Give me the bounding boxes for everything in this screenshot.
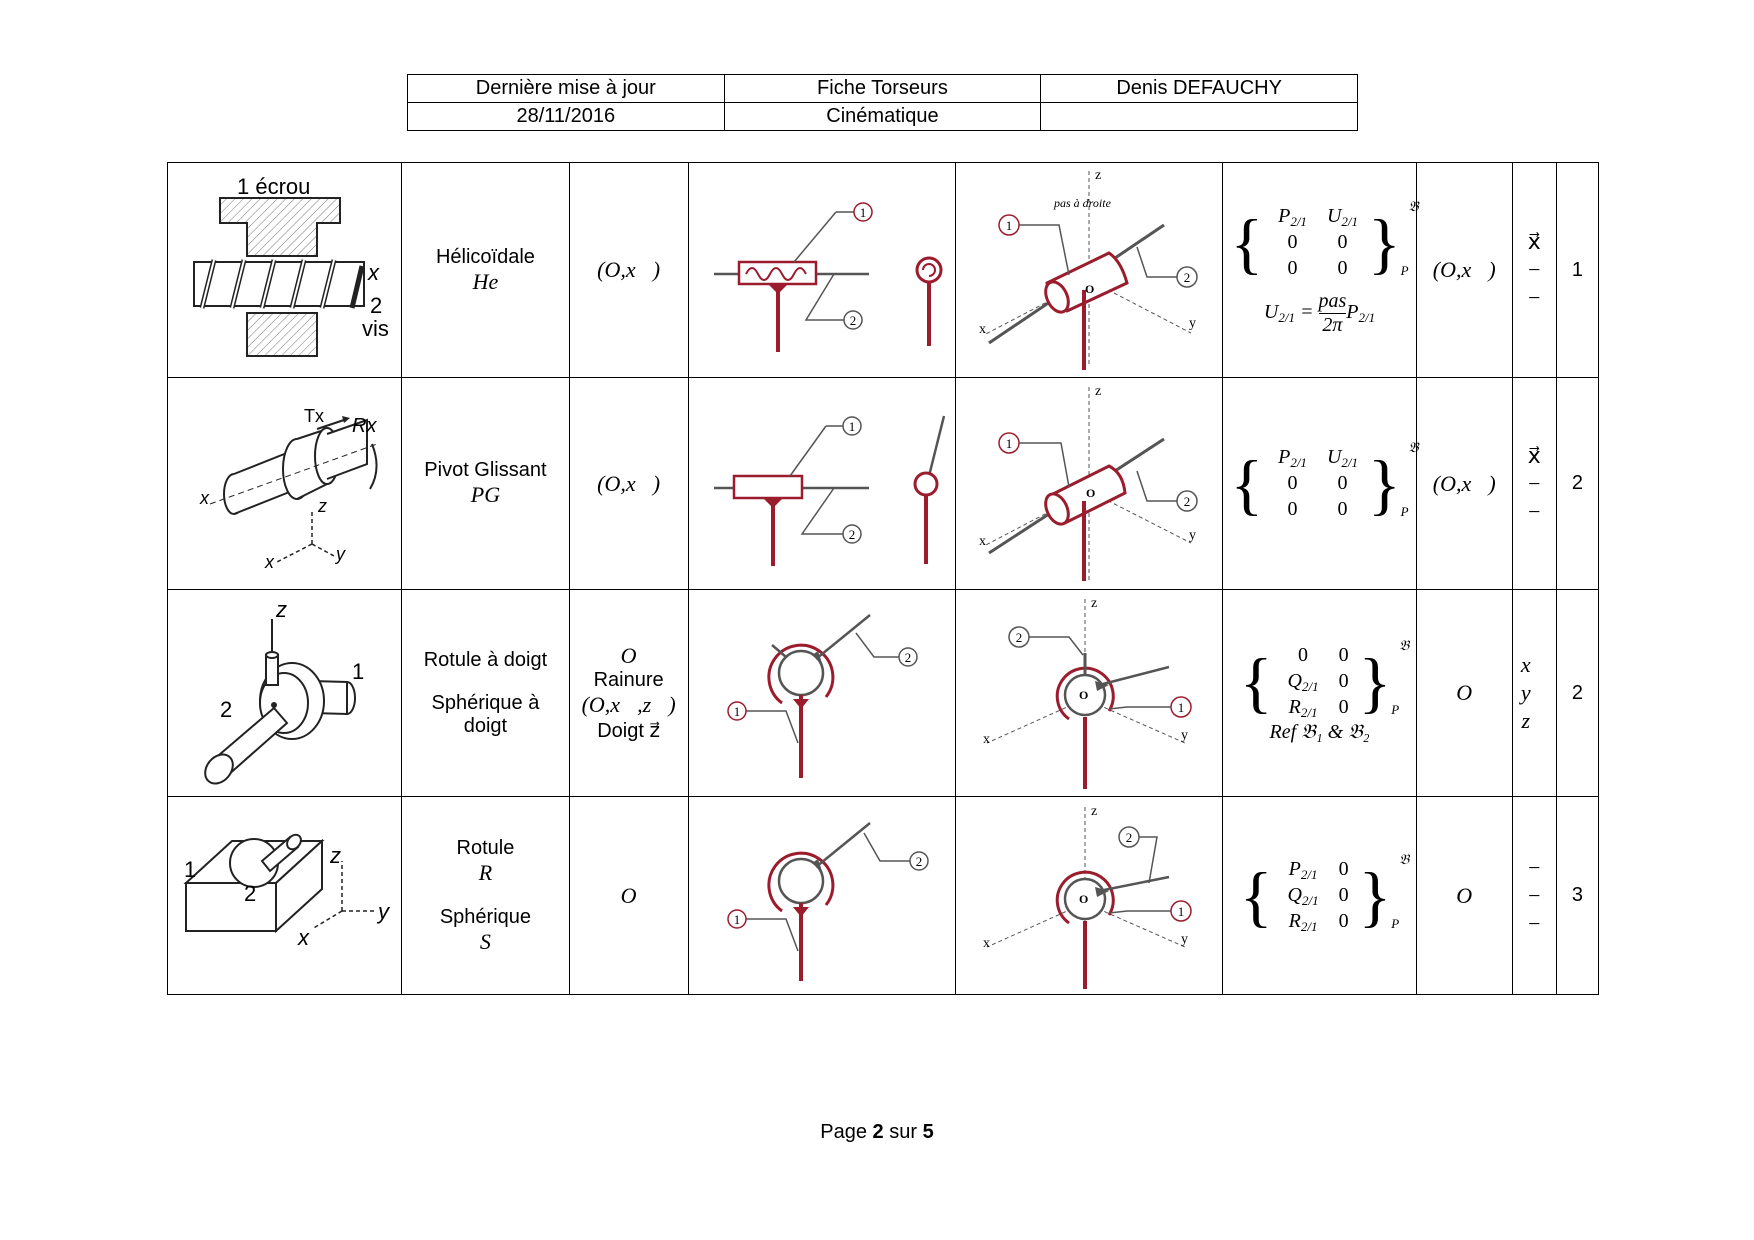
header-table bbox=[407, 74, 1358, 131]
photo-label: 1 écrou bbox=[237, 173, 311, 199]
rotule-doigt-schema3d bbox=[959, 593, 1219, 793]
dof-value: 2 bbox=[1571, 472, 1583, 494]
axes-cell bbox=[1512, 797, 1556, 995]
callout-2: 2 bbox=[1125, 829, 1133, 845]
axis-item: z⃗ bbox=[1521, 708, 1548, 733]
page-number: 2 bbox=[872, 1121, 884, 1143]
photo-label: vis bbox=[362, 315, 390, 341]
origin-label: O bbox=[1079, 688, 1089, 702]
torseur: { $P_{2/1}$ $U_{2/1}$ 0 0 0 0 }$_P$ 𝔅 bbox=[1230, 199, 1419, 281]
photo-cell bbox=[168, 378, 402, 590]
name-cell bbox=[402, 590, 569, 797]
rotule-doigt-photo bbox=[172, 593, 397, 793]
center-cell bbox=[1416, 163, 1512, 378]
center-cell bbox=[1416, 378, 1512, 590]
footer-mid: sur bbox=[883, 1121, 923, 1143]
helical-schema3d bbox=[959, 165, 1219, 375]
liaison-name: doigt bbox=[463, 714, 508, 737]
schema2d-cell bbox=[688, 163, 955, 378]
axis-item: − bbox=[1528, 854, 1541, 880]
photo-label: x bbox=[368, 259, 380, 285]
footer-prefix: Page bbox=[820, 1121, 873, 1143]
photo-label: 2 bbox=[244, 880, 257, 906]
photo-label: z bbox=[276, 597, 288, 622]
rotule-doigt-schema2d bbox=[694, 593, 949, 793]
header-cell: Dernière mise à jour bbox=[408, 75, 725, 103]
name-cell bbox=[402, 797, 569, 995]
axes-cell bbox=[1512, 378, 1556, 590]
axis-item: y⃗ bbox=[1520, 680, 1548, 705]
geometry-value: (O,x⃗) bbox=[597, 257, 661, 282]
header-cell: Cinématique bbox=[724, 103, 1041, 131]
callout-1: 1 bbox=[849, 418, 856, 434]
axis-z-label: z bbox=[1095, 384, 1102, 399]
callout-2: 2 bbox=[1183, 494, 1191, 509]
table-row bbox=[168, 378, 1599, 590]
name-cell bbox=[402, 163, 569, 378]
center-cell bbox=[1416, 797, 1512, 995]
axis-x-label: x bbox=[983, 935, 991, 951]
liaison-abbr: S bbox=[479, 928, 491, 954]
origin-label: O bbox=[1085, 282, 1095, 296]
geometry-cell bbox=[569, 163, 688, 378]
origin-label: O bbox=[1086, 486, 1096, 500]
pitch-label: pas à droite bbox=[1054, 196, 1112, 210]
liaison-name: Sphérique bbox=[439, 905, 532, 928]
torseur-cell bbox=[1223, 590, 1416, 797]
callout-1: 1 bbox=[734, 911, 741, 927]
pivot-glissant-photo bbox=[172, 384, 397, 584]
rotule-schema3d bbox=[959, 801, 1219, 991]
photo-label: 2 bbox=[370, 292, 383, 318]
callout-2: 2 bbox=[905, 650, 912, 665]
schema3d-cell bbox=[956, 378, 1223, 590]
table-row bbox=[168, 797, 1599, 995]
geometry-cell bbox=[569, 378, 688, 590]
schema2d-cell bbox=[688, 797, 955, 995]
axis-item: x⃗ bbox=[1520, 652, 1548, 677]
liaison-abbr: R bbox=[478, 859, 493, 885]
axis-item: − bbox=[1528, 882, 1541, 908]
photo-label: 1 bbox=[352, 659, 365, 684]
callout-2: 2 bbox=[1183, 270, 1191, 285]
callout-1: 1 bbox=[1177, 700, 1185, 715]
photo-label: y bbox=[378, 898, 390, 924]
torseur-cell bbox=[1223, 797, 1416, 995]
table-row bbox=[168, 163, 1599, 378]
liaison-name: Pivot Glissant bbox=[424, 459, 547, 481]
photo-label: x bbox=[298, 924, 310, 950]
geometry-value: O bbox=[620, 882, 637, 908]
torseur-reference: Ref 𝔅₁ & 𝔅₂ bbox=[1269, 720, 1370, 743]
liaison-name: Rotule à doigt bbox=[423, 648, 548, 671]
geometry-value: Doigt z⃗ bbox=[597, 720, 660, 742]
photo-label: 2 bbox=[220, 697, 233, 722]
axis-z-label: z bbox=[1095, 168, 1102, 183]
axis-y-label: y bbox=[1181, 931, 1189, 947]
photo-cell bbox=[168, 797, 402, 995]
schema2d-cell bbox=[688, 590, 955, 797]
liaison-abbr: He bbox=[472, 268, 499, 294]
axis-x-label: x bbox=[979, 534, 987, 549]
geometry-value: (O,x⃗,z⃗) bbox=[581, 692, 676, 717]
liaison-name: Hélicoïdale bbox=[435, 245, 535, 268]
page-total: 5 bbox=[922, 1121, 934, 1143]
center-value: (O,x⃗) bbox=[1432, 470, 1496, 496]
pitch-equation: $U_{2/1}$ = pas 2π $P_{2/1}$ bbox=[1263, 289, 1376, 336]
helical-photo bbox=[172, 168, 397, 373]
center-cell bbox=[1416, 590, 1512, 797]
dof-cell bbox=[1556, 163, 1598, 378]
header-cell: 28/11/2016 bbox=[408, 103, 725, 131]
header-cell: Denis DEFAUCHY bbox=[1041, 75, 1358, 103]
geometry-value: (O,x⃗) bbox=[597, 470, 661, 496]
axis-z-label: z bbox=[1091, 596, 1098, 611]
center-value: O bbox=[1456, 882, 1473, 908]
photo-label: x bbox=[265, 551, 275, 572]
callout-1: 1 bbox=[734, 704, 741, 719]
photo-label: Rx bbox=[352, 414, 377, 437]
geometry-cell bbox=[569, 797, 688, 995]
schema3d-cell bbox=[956, 797, 1223, 995]
axis-item: − bbox=[1528, 470, 1541, 496]
callout-2: 2 bbox=[850, 313, 857, 328]
helical-schema2d bbox=[694, 170, 949, 370]
torseur: { $P_{2/1}$ $U_{2/1}$ 0 0 0 0 }$_P$ 𝔅 bbox=[1230, 440, 1419, 522]
callout-2: 2 bbox=[849, 526, 856, 542]
axis-item: − bbox=[1528, 285, 1541, 310]
torseur-cell bbox=[1223, 378, 1419, 590]
axis-x-label: x bbox=[983, 732, 991, 747]
axis-item: − bbox=[1528, 257, 1541, 282]
callout-1: 1 bbox=[860, 205, 867, 220]
dof-value: 2 bbox=[1571, 681, 1583, 704]
dof-cell bbox=[1556, 797, 1598, 995]
photo-label: z bbox=[330, 842, 342, 868]
header-cell: Fiche Torseurs bbox=[724, 75, 1041, 103]
axis-y-label: y bbox=[1189, 316, 1197, 331]
axis-y-label: y bbox=[1189, 528, 1197, 543]
torseur: { 0 0 $Q_{2/1}$ 0 $R_{2/1}$ 0 }$_P$ 𝔅 bbox=[1239, 638, 1410, 720]
callout-1: 1 bbox=[1177, 903, 1185, 919]
axis-x-label: x bbox=[979, 322, 987, 337]
axes-cell bbox=[1512, 163, 1556, 378]
callout-2: 2 bbox=[1015, 630, 1023, 645]
axis-item: x⃗ bbox=[1527, 442, 1541, 468]
schema3d-cell bbox=[956, 590, 1223, 797]
dof-cell bbox=[1556, 590, 1598, 797]
callout-1: 1 bbox=[1005, 218, 1013, 233]
callout-2: 2 bbox=[916, 853, 923, 869]
axes-cell bbox=[1512, 590, 1556, 797]
torseur-cell bbox=[1223, 163, 1419, 378]
photo-label: 1 bbox=[184, 856, 197, 882]
rotule-photo bbox=[172, 801, 397, 991]
name-cell bbox=[402, 378, 569, 590]
photo-label: z bbox=[318, 495, 328, 516]
photo-cell bbox=[168, 590, 402, 797]
callout-1: 1 bbox=[1005, 436, 1013, 451]
liaison-abbr: PG bbox=[470, 482, 501, 507]
center-value: O bbox=[1456, 680, 1473, 705]
dof-cell bbox=[1556, 378, 1598, 590]
geometry-cell bbox=[569, 590, 688, 797]
liaisons-table bbox=[167, 162, 1599, 995]
geometry-value: Rainure bbox=[593, 669, 664, 691]
axis-item: − bbox=[1528, 498, 1541, 524]
geometry-value: O bbox=[620, 643, 637, 668]
photo-label: y bbox=[336, 543, 346, 564]
page-footer bbox=[0, 1121, 1754, 1144]
header-cell bbox=[1041, 103, 1358, 131]
axis-z-label: z bbox=[1091, 803, 1098, 819]
axis-item: x⃗ bbox=[1527, 229, 1541, 254]
photo-cell bbox=[168, 163, 402, 378]
dof-value: 3 bbox=[1571, 884, 1583, 906]
center-value: (O,x⃗) bbox=[1432, 257, 1496, 282]
liaison-name: Rotule bbox=[456, 836, 515, 859]
pivot-glissant-schema2d bbox=[694, 384, 949, 584]
photo-label: x bbox=[200, 487, 210, 508]
schema3d-cell bbox=[956, 163, 1223, 378]
liaison-name: Sphérique à bbox=[431, 691, 540, 714]
dof-value: 1 bbox=[1571, 258, 1583, 281]
torseur: { $P_{2/1}$ 0 $Q_{2/1}$ 0 $R_{2/1}$ 0 }$_P$ 𝔅 bbox=[1239, 852, 1410, 934]
axis-y-label: y bbox=[1181, 728, 1189, 743]
table-row bbox=[168, 590, 1599, 797]
photo-label: Tx bbox=[304, 405, 325, 426]
pivot-glissant-schema3d bbox=[959, 381, 1219, 586]
origin-label: O bbox=[1079, 891, 1089, 906]
rotule-schema2d bbox=[694, 801, 949, 991]
schema2d-cell bbox=[688, 378, 955, 590]
axis-item: − bbox=[1528, 910, 1541, 936]
